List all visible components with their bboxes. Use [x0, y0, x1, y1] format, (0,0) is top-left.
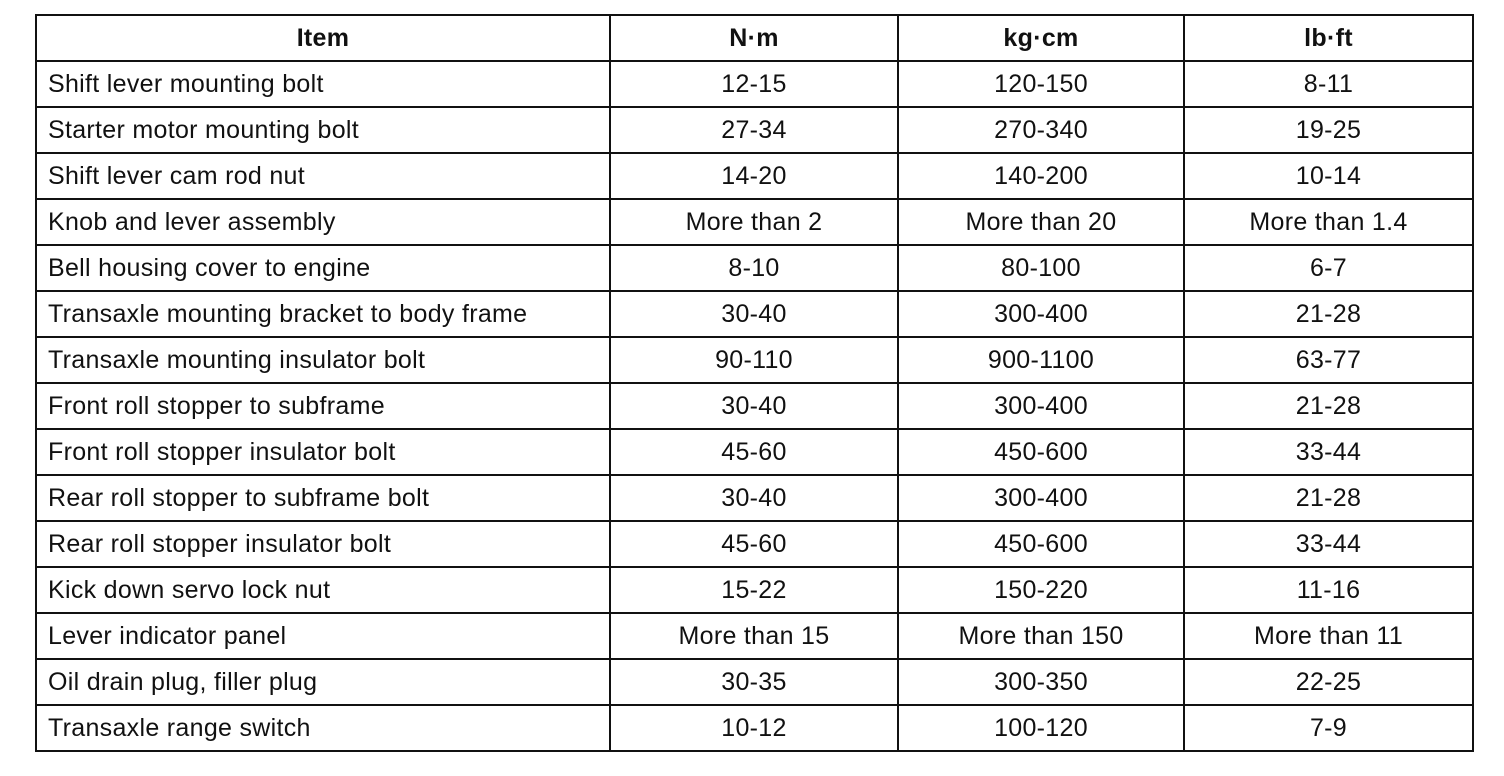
cell-lbft: 22-25	[1184, 659, 1473, 705]
cell-kgcm: 100-120	[898, 705, 1184, 751]
cell-kgcm: 450-600	[898, 429, 1184, 475]
header-row	[36, 15, 1473, 61]
cell-item: Kick down servo lock nut	[36, 567, 610, 613]
table-row	[36, 199, 1473, 245]
cell-item: Starter motor mounting bolt	[36, 107, 610, 153]
cell-lbft: 7-9	[1184, 705, 1473, 751]
header-kgcm: kg·cm	[898, 15, 1184, 61]
cell-nm: 27-34	[610, 107, 898, 153]
table-row	[36, 291, 1473, 337]
cell-item: Oil drain plug, filler plug	[36, 659, 610, 705]
table-row	[36, 705, 1473, 751]
cell-item: Transaxle mounting bracket to body frame	[36, 291, 610, 337]
cell-item: Bell housing cover to engine	[36, 245, 610, 291]
cell-nm: 30-40	[610, 475, 898, 521]
cell-nm: 90-110	[610, 337, 898, 383]
cell-item: Shift lever mounting bolt	[36, 61, 610, 107]
table-row	[36, 521, 1473, 567]
cell-lbft: More than 11	[1184, 613, 1473, 659]
cell-nm: 45-60	[610, 429, 898, 475]
cell-nm: 45-60	[610, 521, 898, 567]
table-row	[36, 337, 1473, 383]
table-body	[36, 61, 1473, 751]
table-row	[36, 383, 1473, 429]
cell-kgcm: More than 150	[898, 613, 1184, 659]
cell-lbft: 19-25	[1184, 107, 1473, 153]
cell-nm: 15-22	[610, 567, 898, 613]
table-row	[36, 429, 1473, 475]
cell-lbft: 63-77	[1184, 337, 1473, 383]
cell-kgcm: 300-400	[898, 383, 1184, 429]
header-lbft: lb·ft	[1184, 15, 1473, 61]
cell-nm: 30-40	[610, 291, 898, 337]
cell-item: Front roll stopper to subframe	[36, 383, 610, 429]
cell-kgcm: 80-100	[898, 245, 1184, 291]
cell-item: Rear roll stopper to subframe bolt	[36, 475, 610, 521]
cell-item: Transaxle mounting insulator bolt	[36, 337, 610, 383]
cell-kgcm: 120-150	[898, 61, 1184, 107]
cell-kgcm: 300-400	[898, 291, 1184, 337]
table-row	[36, 613, 1473, 659]
cell-item: Rear roll stopper insulator bolt	[36, 521, 610, 567]
cell-lbft: 11-16	[1184, 567, 1473, 613]
cell-lbft: 21-28	[1184, 383, 1473, 429]
cell-kgcm: 140-200	[898, 153, 1184, 199]
cell-nm: 30-35	[610, 659, 898, 705]
cell-lbft: 21-28	[1184, 291, 1473, 337]
cell-nm: More than 2	[610, 199, 898, 245]
table-row	[36, 659, 1473, 705]
cell-kgcm: 150-220	[898, 567, 1184, 613]
table-row	[36, 567, 1473, 613]
cell-lbft: More than 1.4	[1184, 199, 1473, 245]
cell-kgcm: 900-1100	[898, 337, 1184, 383]
header-item: Item	[36, 15, 610, 61]
cell-item: Shift lever cam rod nut	[36, 153, 610, 199]
cell-lbft: 33-44	[1184, 521, 1473, 567]
table-header	[36, 15, 1473, 61]
cell-lbft: 21-28	[1184, 475, 1473, 521]
cell-lbft: 33-44	[1184, 429, 1473, 475]
cell-item: Front roll stopper insulator bolt	[36, 429, 610, 475]
cell-kgcm: 270-340	[898, 107, 1184, 153]
cell-nm: More than 15	[610, 613, 898, 659]
table-row	[36, 61, 1473, 107]
table-row	[36, 475, 1473, 521]
header-nm: N·m	[610, 15, 898, 61]
cell-nm: 30-40	[610, 383, 898, 429]
cell-kgcm: 300-400	[898, 475, 1184, 521]
cell-item: Lever indicator panel	[36, 613, 610, 659]
cell-nm: 12-15	[610, 61, 898, 107]
cell-item: Knob and lever assembly	[36, 199, 610, 245]
cell-nm: 10-12	[610, 705, 898, 751]
cell-lbft: 6-7	[1184, 245, 1473, 291]
table-row	[36, 153, 1473, 199]
cell-kgcm: 300-350	[898, 659, 1184, 705]
cell-kgcm: 450-600	[898, 521, 1184, 567]
cell-nm: 8-10	[610, 245, 898, 291]
cell-item: Transaxle range switch	[36, 705, 610, 751]
table-row	[36, 107, 1473, 153]
cell-nm: 14-20	[610, 153, 898, 199]
cell-lbft: 10-14	[1184, 153, 1473, 199]
table-row	[36, 245, 1473, 291]
cell-kgcm: More than 20	[898, 199, 1184, 245]
torque-spec-table	[35, 14, 1474, 752]
cell-lbft: 8-11	[1184, 61, 1473, 107]
